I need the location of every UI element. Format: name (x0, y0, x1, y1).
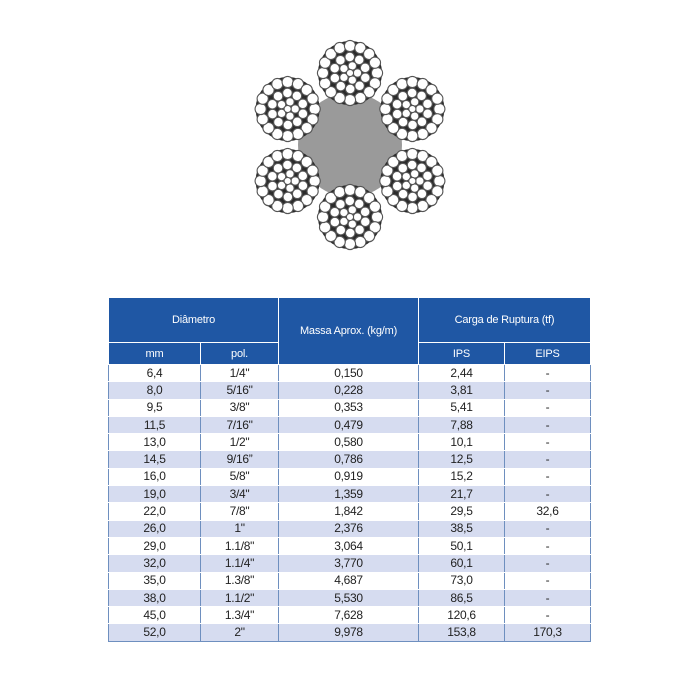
header-pol: pol. (201, 343, 279, 365)
cell-massa: 1,359 (279, 486, 419, 503)
wire (273, 91, 283, 101)
cell-pol: 3/8" (201, 399, 279, 416)
cell-massa: 0,786 (279, 451, 419, 468)
cell-pol: 7/16" (201, 416, 279, 433)
wire (334, 186, 345, 197)
wire (434, 175, 445, 186)
wire (330, 217, 340, 227)
wire (283, 160, 293, 170)
wire (409, 177, 416, 184)
cell-ips: 120,6 (419, 607, 505, 624)
wire (432, 93, 443, 104)
wire (345, 228, 355, 238)
cell-eips: - (505, 434, 591, 451)
table-row (109, 555, 591, 572)
wire (257, 114, 268, 125)
cell-eips: - (505, 572, 591, 589)
cell-ips: 153,8 (419, 624, 505, 641)
wire (417, 128, 428, 139)
wire (348, 76, 356, 84)
wire (382, 186, 393, 197)
cell-mm: 14,5 (109, 451, 201, 468)
wire (410, 112, 418, 120)
wire (398, 163, 408, 173)
table-row (109, 434, 591, 451)
table-body (109, 365, 591, 642)
cell-ips: 15,2 (419, 468, 505, 485)
cell-ips: 2,44 (419, 365, 505, 382)
wire (346, 213, 353, 220)
wire (257, 186, 268, 197)
table-row (109, 503, 591, 520)
wire (408, 192, 418, 202)
table-row (109, 589, 591, 606)
cell-ips: 38,5 (419, 520, 505, 537)
table-row (109, 624, 591, 641)
cell-eips: - (505, 607, 591, 624)
cell-massa: 3,064 (279, 537, 419, 554)
wire (392, 109, 402, 119)
cell-pol: 5/16" (201, 382, 279, 399)
cell-eips: - (505, 537, 591, 554)
cell-ips: 12,5 (419, 451, 505, 468)
wire (307, 93, 318, 104)
wire (284, 105, 291, 112)
header-diametro: Diâmetro (109, 298, 279, 343)
cell-eips: - (505, 589, 591, 606)
wire (268, 181, 278, 191)
wire (410, 170, 418, 178)
cell-eips: - (505, 486, 591, 503)
cell-ips: 21,7 (419, 486, 505, 503)
cell-pol: 1.1/4" (201, 555, 279, 572)
wire (334, 42, 345, 53)
cell-massa: 4,687 (279, 572, 419, 589)
wire (291, 105, 299, 113)
cell-ips: 7,88 (419, 416, 505, 433)
table-row (109, 607, 591, 624)
wire (309, 103, 320, 114)
cell-pol: 1" (201, 520, 279, 537)
wire (348, 62, 356, 70)
wire (319, 78, 330, 89)
cell-mm: 13,0 (109, 434, 201, 451)
wire (369, 201, 380, 212)
wire (345, 196, 355, 206)
wire (410, 98, 418, 106)
cell-ips: 3,81 (419, 382, 505, 399)
wire (286, 184, 294, 192)
cell-pol: 3/4" (201, 486, 279, 503)
cell-massa: 2,376 (279, 520, 419, 537)
wire (272, 78, 283, 89)
cell-massa: 7,628 (279, 607, 419, 624)
wire (309, 175, 320, 186)
cell-pol: 2" (201, 624, 279, 641)
cell-massa: 0,919 (279, 468, 419, 485)
cell-massa: 5,530 (279, 589, 419, 606)
wire (284, 177, 291, 184)
wire (319, 222, 330, 233)
header-eips: EIPS (505, 343, 591, 365)
wire (355, 92, 366, 103)
cell-massa: 1,842 (279, 503, 419, 520)
table-row (109, 416, 591, 433)
wire (317, 211, 328, 222)
cell-eips: 170,3 (505, 624, 591, 641)
cell-ips: 5,41 (419, 399, 505, 416)
rope-strand (255, 148, 320, 213)
table-header (109, 298, 591, 365)
table-row (109, 520, 591, 537)
wire (416, 105, 424, 113)
wire (382, 114, 393, 125)
wire (292, 128, 303, 139)
wire (330, 73, 340, 83)
cell-mm: 26,0 (109, 520, 201, 537)
wire (353, 213, 361, 221)
cell-mm: 11,5 (109, 416, 201, 433)
cell-mm: 8,0 (109, 382, 201, 399)
wire (348, 206, 356, 214)
table-row (109, 468, 591, 485)
wire (407, 88, 417, 98)
cell-pol: 1.3/4" (201, 607, 279, 624)
wire (380, 175, 391, 186)
rope-strand (380, 148, 445, 213)
cell-massa: 0,580 (279, 434, 419, 451)
cell-mm: 9,5 (109, 399, 201, 416)
header-massa: Massa Aprox. (kg/m) (279, 298, 419, 365)
cell-pol: 1.1/2" (201, 589, 279, 606)
cell-eips: 32,6 (505, 503, 591, 520)
wire (407, 148, 418, 159)
cell-eips: - (505, 555, 591, 572)
cell-mm: 35,0 (109, 572, 201, 589)
wire (396, 78, 407, 89)
cell-massa: 9,978 (279, 624, 419, 641)
wire (353, 69, 361, 77)
cell-mm: 22,0 (109, 503, 201, 520)
table-row (109, 486, 591, 503)
cell-ips: 29,5 (419, 503, 505, 520)
wire (292, 200, 303, 211)
cell-pol: 1/4" (201, 365, 279, 382)
wire (268, 109, 278, 119)
wire (282, 202, 293, 213)
cell-pol: 7/8" (201, 503, 279, 520)
table-row (109, 382, 591, 399)
wire (317, 67, 328, 78)
cell-eips: - (505, 365, 591, 382)
wire (371, 67, 382, 78)
cell-eips: - (505, 468, 591, 485)
wire (307, 165, 318, 176)
table-row (109, 399, 591, 416)
wire (344, 94, 355, 105)
wire (336, 199, 346, 209)
wire (345, 84, 355, 94)
wire (344, 40, 355, 51)
wire (369, 57, 380, 68)
cell-eips: - (505, 451, 591, 468)
wire (283, 120, 293, 130)
table-row (109, 365, 591, 382)
rope-strand (380, 76, 445, 141)
cell-pol: 9/16” (201, 451, 279, 468)
wire (355, 236, 366, 247)
wire (409, 105, 416, 112)
wire (416, 177, 424, 185)
cell-pol: 1.1/8" (201, 537, 279, 554)
table-row (109, 537, 591, 554)
rope-strand (255, 76, 320, 141)
cell-pol: 1/2" (201, 434, 279, 451)
wire (407, 130, 418, 141)
wire (348, 220, 356, 228)
cell-massa: 0,353 (279, 399, 419, 416)
cell-pol: 1.3/8" (201, 572, 279, 589)
wire-rope-6-strand-cross-section-icon (230, 20, 470, 270)
header-ips: IPS (419, 343, 505, 365)
wire (282, 130, 293, 141)
table-row (109, 451, 591, 468)
wire (272, 150, 283, 161)
wire (273, 163, 283, 173)
header-mm: mm (109, 343, 201, 365)
wire-rope-specification-table (108, 297, 591, 642)
cell-mm: 52,0 (109, 624, 201, 641)
wire (336, 55, 346, 65)
rope-strand (317, 40, 382, 105)
cell-eips: - (505, 382, 591, 399)
cell-pol: 5/8" (201, 468, 279, 485)
wire (407, 160, 417, 170)
cell-mm: 38,0 (109, 589, 201, 606)
wire (346, 69, 353, 76)
header-carga-ruptura: Carga de Ruptura (tf) (419, 298, 591, 343)
cell-mm: 32,0 (109, 555, 201, 572)
wire (417, 200, 428, 211)
table-row (109, 572, 591, 589)
wire (408, 120, 418, 130)
wire (255, 175, 266, 186)
wire (432, 165, 443, 176)
wire (291, 177, 299, 185)
wire (398, 91, 408, 101)
cell-eips: - (505, 399, 591, 416)
wire (283, 88, 293, 98)
wire (410, 184, 418, 192)
wire (282, 76, 293, 87)
cell-mm: 29,0 (109, 537, 201, 554)
cell-eips: - (505, 520, 591, 537)
wire (434, 103, 445, 114)
wire (396, 150, 407, 161)
wire (380, 103, 391, 114)
cell-mm: 45,0 (109, 607, 201, 624)
wire (255, 103, 266, 114)
wire (407, 202, 418, 213)
wire (286, 170, 294, 178)
wire (371, 211, 382, 222)
wire (283, 192, 293, 202)
wire (344, 184, 355, 195)
wire (392, 181, 402, 191)
cell-mm: 16,0 (109, 468, 201, 485)
cell-ips: 10,1 (419, 434, 505, 451)
cell-massa: 3,770 (279, 555, 419, 572)
cell-mm: 6,4 (109, 365, 201, 382)
cell-ips: 73,0 (419, 572, 505, 589)
cell-massa: 0,228 (279, 382, 419, 399)
cell-ips: 60,1 (419, 555, 505, 572)
wire (286, 98, 294, 106)
cell-massa: 0,150 (279, 365, 419, 382)
cell-ips: 86,5 (419, 589, 505, 606)
wire (282, 148, 293, 159)
rope-strand (317, 184, 382, 249)
cell-mm: 19,0 (109, 486, 201, 503)
wire (345, 52, 355, 62)
cell-eips: - (505, 416, 591, 433)
wire (344, 238, 355, 249)
wire (286, 112, 294, 120)
cell-massa: 0,479 (279, 416, 419, 433)
cell-ips: 50,1 (419, 537, 505, 554)
wire (407, 76, 418, 87)
